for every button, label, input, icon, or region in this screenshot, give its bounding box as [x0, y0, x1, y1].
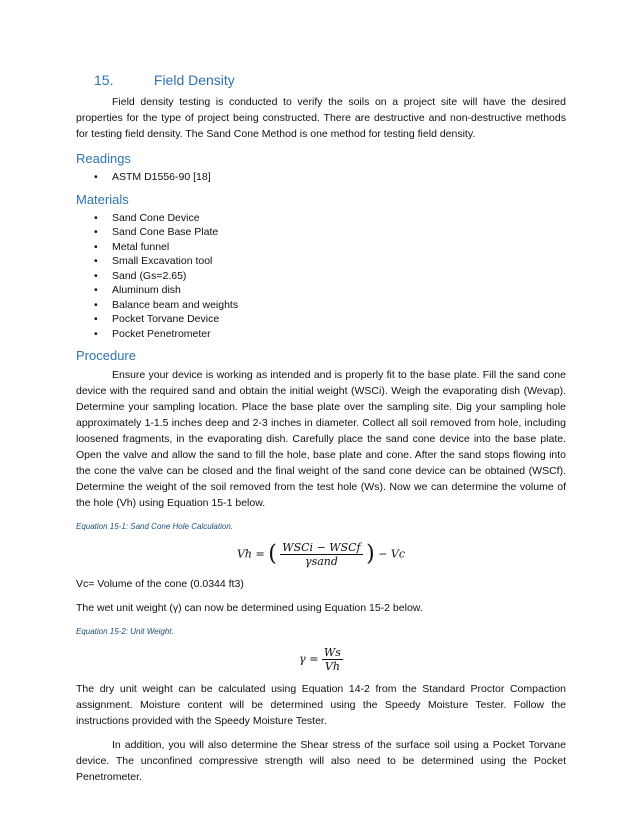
- eq2-lhs: γ =: [299, 652, 319, 666]
- eq2-numerator: Ws: [323, 646, 341, 659]
- list-item: • Balance beam and weights: [76, 298, 566, 313]
- intro-paragraph: Field density testing is conducted to verify the soils on a project site will have the desired properties for the type of project being constructed. There are destructive and non-destructive methods for testing field density. The Sand Cone Method is one method for testing field density.: [76, 96, 566, 140]
- equation-15-1: Vh = ( $\frac{\text{WSCi − WSCf}}{\text{γsand}}$ ) − Vc: [236, 541, 406, 568]
- procedure-paragraph-1: Ensure your device is working as intended and is properly fit to the base plate. Fill the sand cone device with the required sand and obtain the initial weight (WSCi). Weigh the evaporating dish (Wevap). Determine your sampling location. Place the base plate over the sampling site. Dig your sampling hole approximately 1-1.5 inches deep and 2-3 inches in diameter. Collect all soil removed from hole, including loosened fragments, in the evaporating dish. Carefully place the sand cone device into the base plate. Open the valve and allow the sand to fill the hole, base plate and cone. After the sand stops flowing into the cone the valve can be closed and the final weight of the sand cone device can be obtained (WSCf). Determine the weight of the soil removed from the test hole (Ws). Now we can determine the volume of the hole (Vh) using Equation 15-1 below.: [76, 369, 566, 509]
- list-item: • Sand Cone Device: [76, 211, 566, 226]
- list-item: • Sand Cone Base Plate: [76, 225, 566, 240]
- procedure-paragraph-3: The dry unit weight can be calculated using Equation 14-2 from the Standard Proctor Compaction assignment. Moisture content will be determined using the Speedy Moisture Tester. Follow the instructions provided with the Speedy Moisture Tester.: [76, 683, 566, 727]
- eq2-denominator: Vh: [324, 660, 340, 673]
- equation-15-2: [76, 646, 566, 673]
- list-item: • Pocket Penetrometer: [76, 327, 566, 342]
- eq1-lhs: Vh =: [236, 547, 265, 561]
- list-item: • Small Excavation tool: [76, 254, 566, 269]
- eq1-fraction: [280, 541, 362, 568]
- eq2-fraction: [322, 646, 343, 673]
- list-item: • Sand (Gs=2.65): [76, 269, 566, 284]
- list-item: • ASTM D1556-90 [18]: [76, 170, 566, 185]
- list-item: • Pocket Torvane Device: [76, 312, 566, 327]
- section-title-text: Field Density: [153, 72, 235, 88]
- procedure-paragraph-2: The wet unit weight (γ) can now be determined using Equation 15-2 below.: [76, 602, 423, 614]
- materials-heading: Materials: [76, 191, 129, 207]
- list-item: • Aluminum dish: [76, 283, 566, 298]
- cone-volume-note: Vc= Volume of the cone (0.0344 ft3): [76, 578, 244, 590]
- list-item: • Metal funnel: [76, 240, 566, 255]
- materials-list: [76, 211, 566, 342]
- equation-15-2-caption: Equation 15-2: Unit Weight.: [76, 627, 174, 636]
- document-page: [76, 70, 566, 793]
- readings-heading: Readings: [76, 151, 131, 166]
- section-number: 15.: [94, 72, 114, 88]
- eq1-denominator: γsand: [305, 555, 338, 568]
- procedure-paragraph-4: In addition, you will also determine the Shear stress of the surface soil using a Pocket Torvane device. The unconfined compressive strength will also need to be determined using the Pocket Penetrometer.: [76, 739, 566, 783]
- procedure-heading: Procedure: [76, 348, 136, 363]
- section-title: [94, 70, 566, 90]
- readings-list: [76, 170, 566, 185]
- eq1-numerator: WSCi − WSCf: [282, 541, 361, 554]
- equation-15-1-caption: Equation 15-1: Sand Cone Hole Calculation.: [76, 522, 233, 531]
- eq1-rhs: − Vc: [378, 547, 406, 561]
